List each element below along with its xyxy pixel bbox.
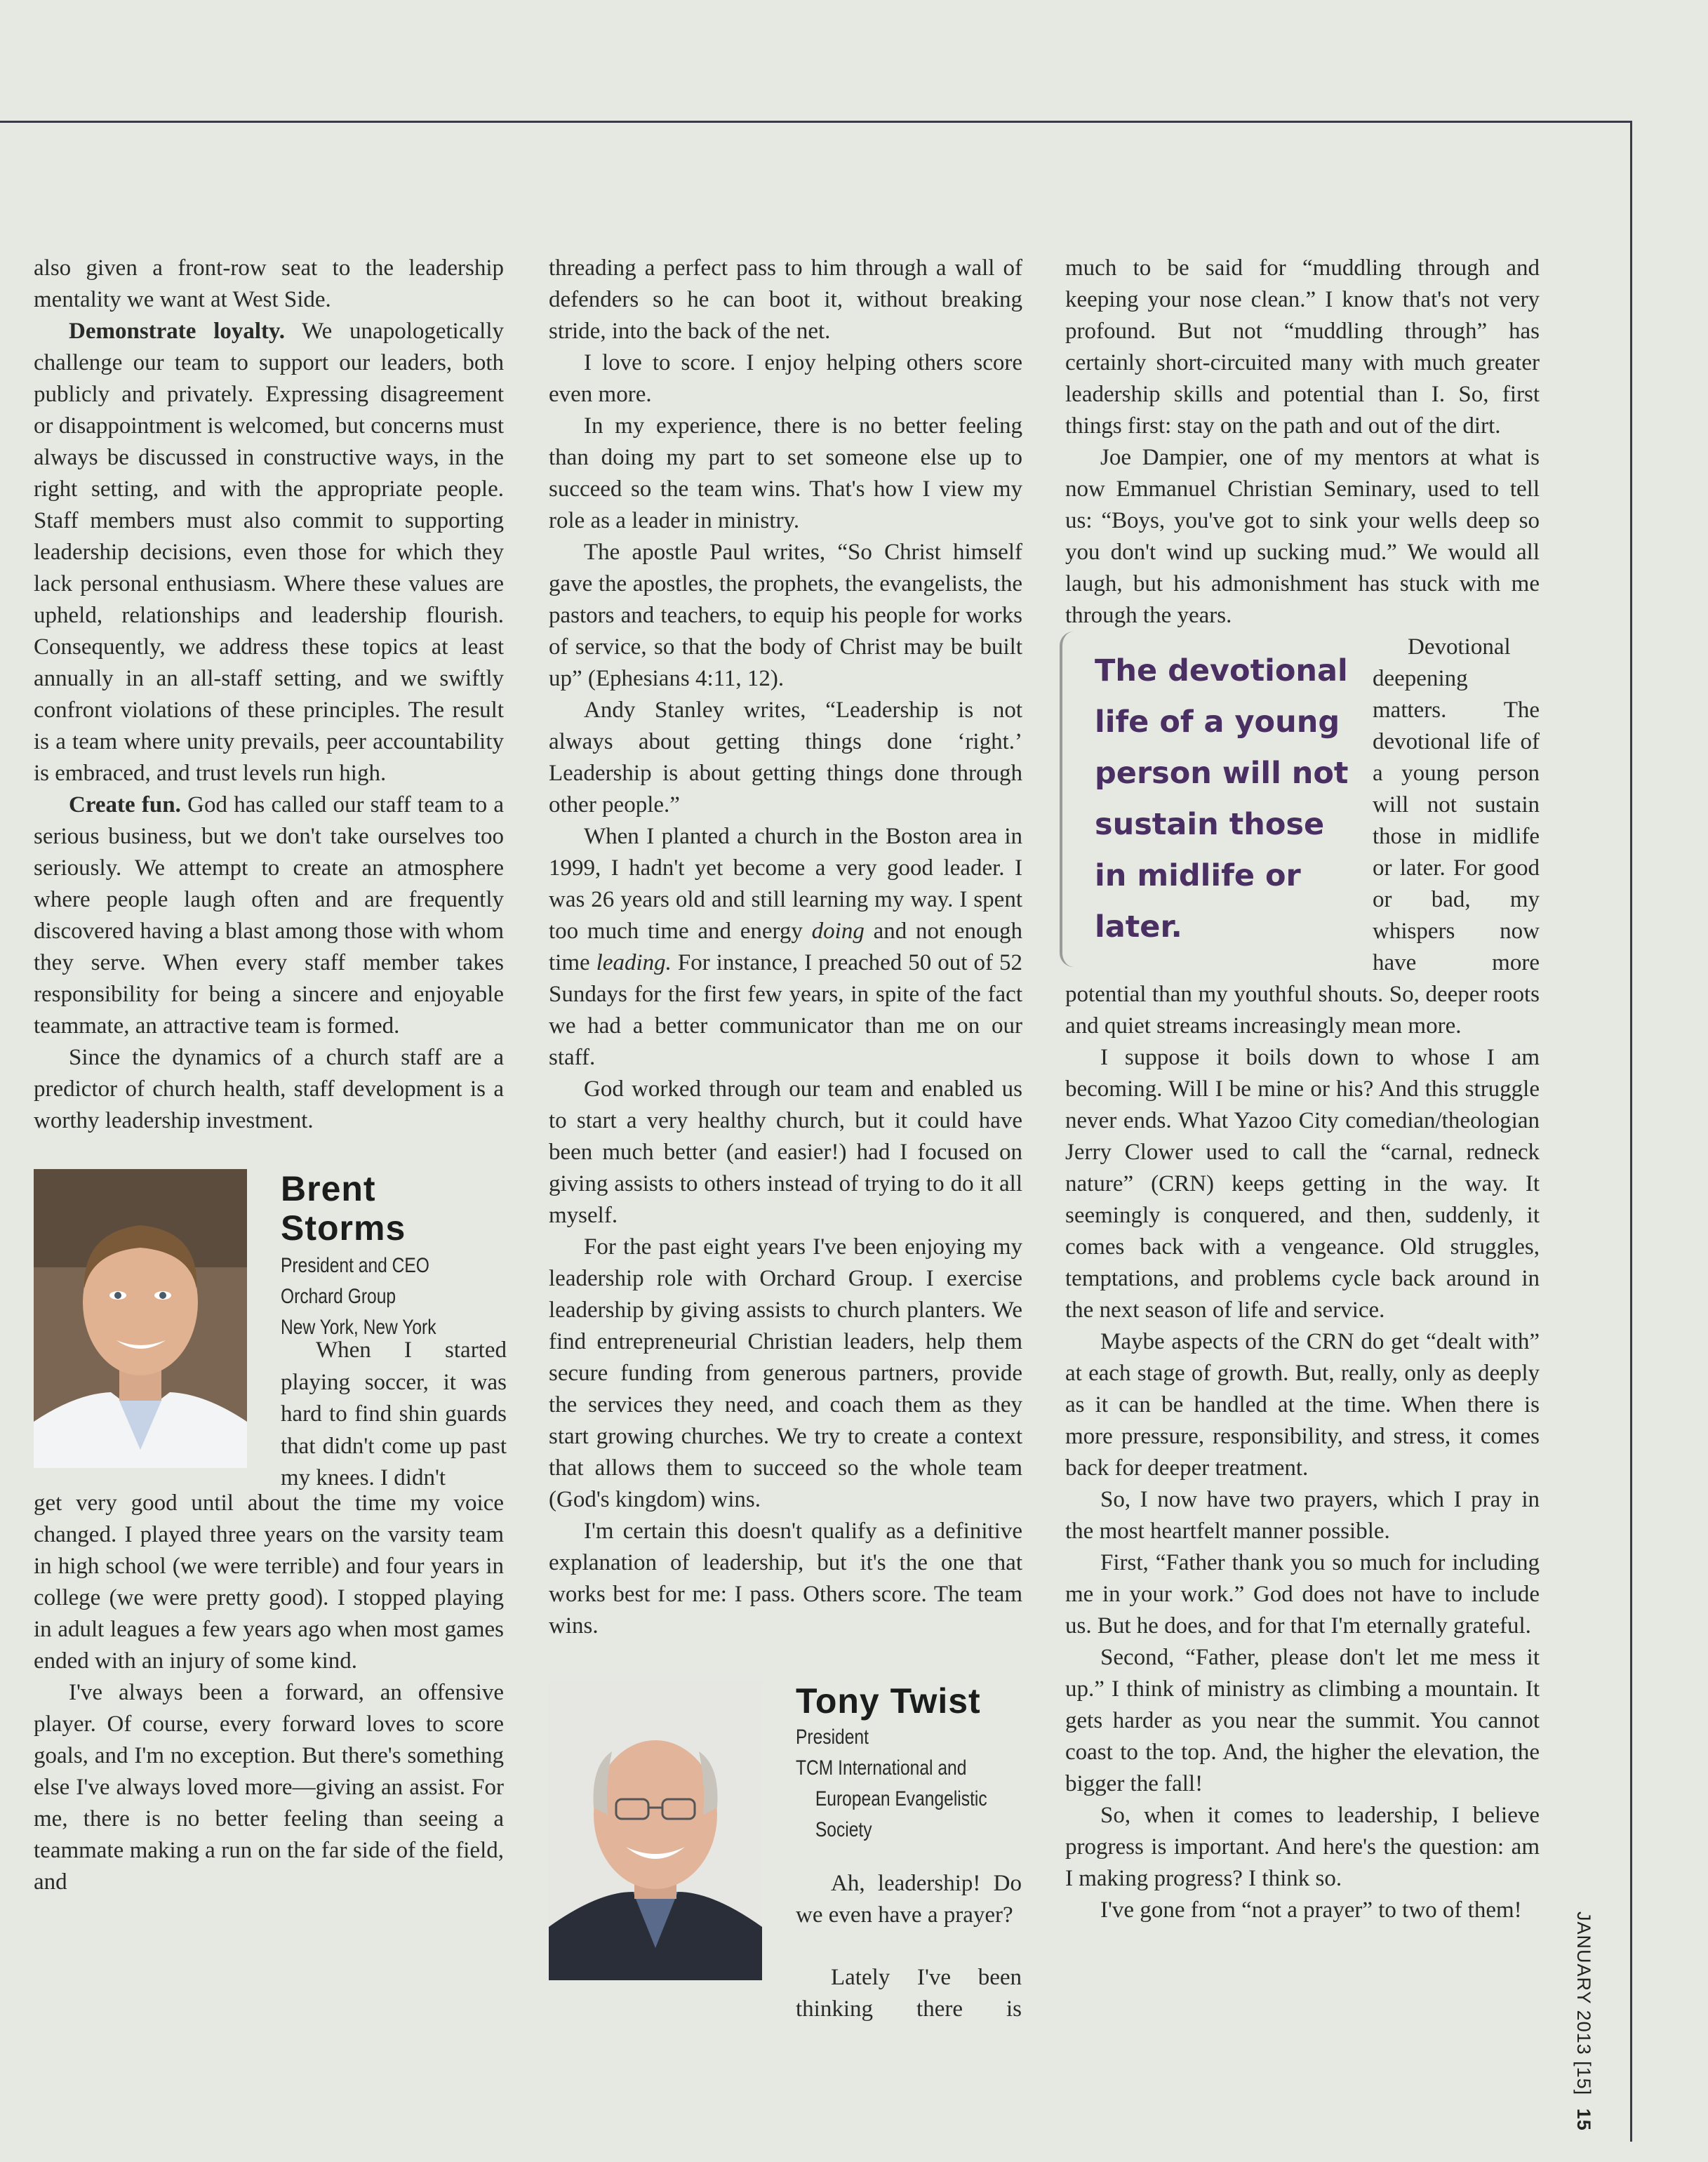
author-title: President and CEO — [281, 1254, 429, 1277]
paragraph: In my experience, there is no better feeling than doing my part to set someone else up to succeed so the team wins. That's how I view my role as a leader in ministry. — [549, 413, 1022, 533]
paragraph: Second, “Father, please don't let me mess it up.” I think of ministry as climbing a mountain. It gets harder as you near the summit. You cannot coast to the top. And, the higher the elevation, the bigger the fall! — [1065, 1645, 1540, 1796]
paragraph: God worked through our team and enabled us to start a very healthy church, but it could have been much better (and easier!) had I focused on giving assists to others instead of trying to do it all myself. — [549, 1076, 1022, 1228]
author-name: Storms — [281, 1208, 406, 1248]
author-organization: Society — [815, 1818, 872, 1841]
author-title: President — [796, 1726, 869, 1749]
paragraph: For the past eight years I've been enjoying my leadership role with Orchard Group. I exercise leadership by giving assists to church planters. We find entrepreneurial Christian leaders, help them secure funding from generous partners, provide the services they need, and coach them as they start growing churches. We try to create a context that allows them to succeed so the whole team (God's kingdom) wins. — [549, 1234, 1022, 1512]
paragraph: also given a front-row seat to the leadership mentality we want at West Side. — [34, 255, 504, 312]
paragraph: Demonstrate loyalty. We unapologetically challenge our team to support our leaders, both publicly and privately. Expressing disagreement or disappointment is welcomed, but concerns must always be discussed in constructive ways, in the right setting, and with the appropriate people. Staff members must also commit to supporting leadership decisions, even those for which they lack personal enthusiasm. Where these values are upheld, relationships and leadership flourish. Consequently, we address these topics at least annually in an all-staff setting, and we swiftly confront violations of these principles. The result is a team where unity prevails, peer accountability is embraced, and trust levels run high. — [34, 319, 504, 786]
author-photo — [34, 1169, 247, 1468]
issue-date: JANUARY 2013 [15] — [1573, 1911, 1594, 2096]
paragraph: First, “Father thank you so much for including me in your work.” God does not have to include us. But he does, and for that I'm eternally grateful. — [1065, 1550, 1540, 1639]
paragraph: Andy Stanley writes, “Leadership is not always about getting things done ‘right.’ Leadership is about getting things done through other people.” — [549, 698, 1022, 818]
author-photo — [549, 1681, 762, 1980]
paragraph: I've gone from “not a prayer” to two of them! — [1100, 1897, 1522, 1923]
paragraph: I love to score. I enjoy helping others score even more. — [549, 350, 1022, 407]
paragraph: When I planted a church in the Boston area in 1999, I hadn't yet become a very good leader. I was 26 years old and still learning my way. I spent too much time and energy doing and not enough time leading. For instance, I preached 50 out of 52 Sundays for the first few years, in spite of the fact we had a better communicator than me on our staff. — [549, 824, 1022, 1070]
author-meta — [281, 1169, 505, 1343]
paragraph: threading a perfect pass to him through a wall of defenders so he can boot it, without breaking stride, into the back of the net. — [549, 255, 1022, 344]
paragraph: Joe Dampier, one of my mentors at what is now Emmanuel Christian Seminary, used to tell us: “Boys, you've got to sink your wells deep so you don't wind up sucking mud.” We would all laugh, but his admonishment has stuck with me through the years. — [1065, 445, 1540, 628]
paragraph: Create fun. God has called our staff team to a serious business, but we don't take ourselves too seriously. We attempt to create an atmosphere where people laugh often and are frequently discovered having a blast among those with whom they serve. When every staff member takes responsibility for being a sincere and enjoyable teammate, an attractive team is formed. — [34, 792, 504, 1039]
article-column-1 — [34, 253, 507, 1898]
author-name: Tony Twist — [796, 1681, 981, 1721]
paragraph: Maybe aspects of the CRN do get “dealt with” at each stage of growth. But, really, only as deeply as it can be handled at the time. When there is more pressure, responsibility, and stress, it comes back for deeper treatment. — [1065, 1329, 1540, 1481]
paragraph: Ah, leadership! Do we even have a prayer? — [796, 1871, 1022, 1928]
run-in-heading: Create fun. — [69, 792, 181, 818]
author-meta — [796, 1681, 1020, 1846]
paragraph: So, I now have two prayers, which I pray in the most heartfelt manner possible. — [1065, 1487, 1540, 1544]
paragraph: So, when it comes to leadership, I believe progress is important. And here's the question: am I making progress? I think so. — [1065, 1803, 1540, 1891]
paragraph: get very good until about the time my voice changed. I played three years on the varsity team in high school (we were terrible) and four years in college (we were pretty good). I stopped playing in adult leagues a few years ago when most games ended with an injury of some kind. — [34, 1490, 504, 1674]
paragraph: Lately I've been thinking there is — [796, 1965, 1022, 2022]
paragraph: I suppose it boils down to whose I am becoming. Will I be mine or his? And this struggle never ends. What Yazoo City comedian/theologian Jerry Clower used to call the “carnal, redneck nature” (CRN) keeps getting in the way. It seemingly is conquered, and then, suddenly, it comes back with a vengeance. Old struggles, temptations, and problems cycle back around in the next season of life and service. — [1065, 1045, 1540, 1323]
author-location: New York, New York — [281, 1316, 436, 1339]
author-name: Brent — [281, 1169, 376, 1208]
paragraph: I'm certain this doesn't qualify as a definitive explanation of leadership, but it's the one that works best for me: I pass. Others score. The team wins. — [549, 1519, 1022, 1639]
article-column-2 — [549, 253, 1022, 2022]
pull-quote: The devotional life of a young person will not sustain those in midlife or later. — [1060, 632, 1360, 967]
run-in-heading: Demonstrate loyalty. — [69, 319, 285, 344]
author-organization: Orchard Group — [281, 1285, 396, 1308]
paragraph: much to be said for “muddling through and keeping your nose clean.” I know that's not very profound. But not “muddling through” has certainly short-circuited many with much greater leadership skills and potential than I. So, first things first: stay on the path and out of the dirt. — [1065, 255, 1540, 439]
paragraph: When I started playing soccer, it was hard to find shin guards that didn't come up past my knees. I didn't — [281, 1337, 507, 1490]
author-bio-brent-storms — [34, 1169, 507, 1490]
author-organization: TCM International and — [796, 1756, 967, 1780]
page-folio — [1573, 1911, 1594, 2131]
paragraph: I've always been a forward, an offensive player. Of course, every forward loves to score goals, and I'm no exception. But there's something else I've always loved more—giving an assist. For me, there is no better feeling than seeing a teammate making a run on the far side of the field, and — [34, 1680, 504, 1895]
author-bio-tony-twist — [549, 1681, 1022, 2022]
author-organization: European Evangelistic — [815, 1787, 987, 1810]
paragraph: Devotional deepening matters. The devotional life of a young person will not sustain those in midlife or later. For good or bad, my whispers now have more potential than my youthful shouts. So, deeper roots and quiet streams increasingly mean more. — [1065, 634, 1540, 1039]
article-column-3 — [1065, 253, 1540, 1926]
paragraph: Since the dynamics of a church staff are a predictor of church health, staff development is a worthy leadership investment. — [34, 1045, 504, 1133]
page-number: 15 — [1573, 2108, 1594, 2131]
paragraph: The apostle Paul writes, “So Christ himself gave the apostles, the prophets, the evangelists, the pastors and teachers, to equip his people for works of service, so that the body of Christ may be built up” (Ephesians 4:11, 12). — [549, 540, 1022, 691]
